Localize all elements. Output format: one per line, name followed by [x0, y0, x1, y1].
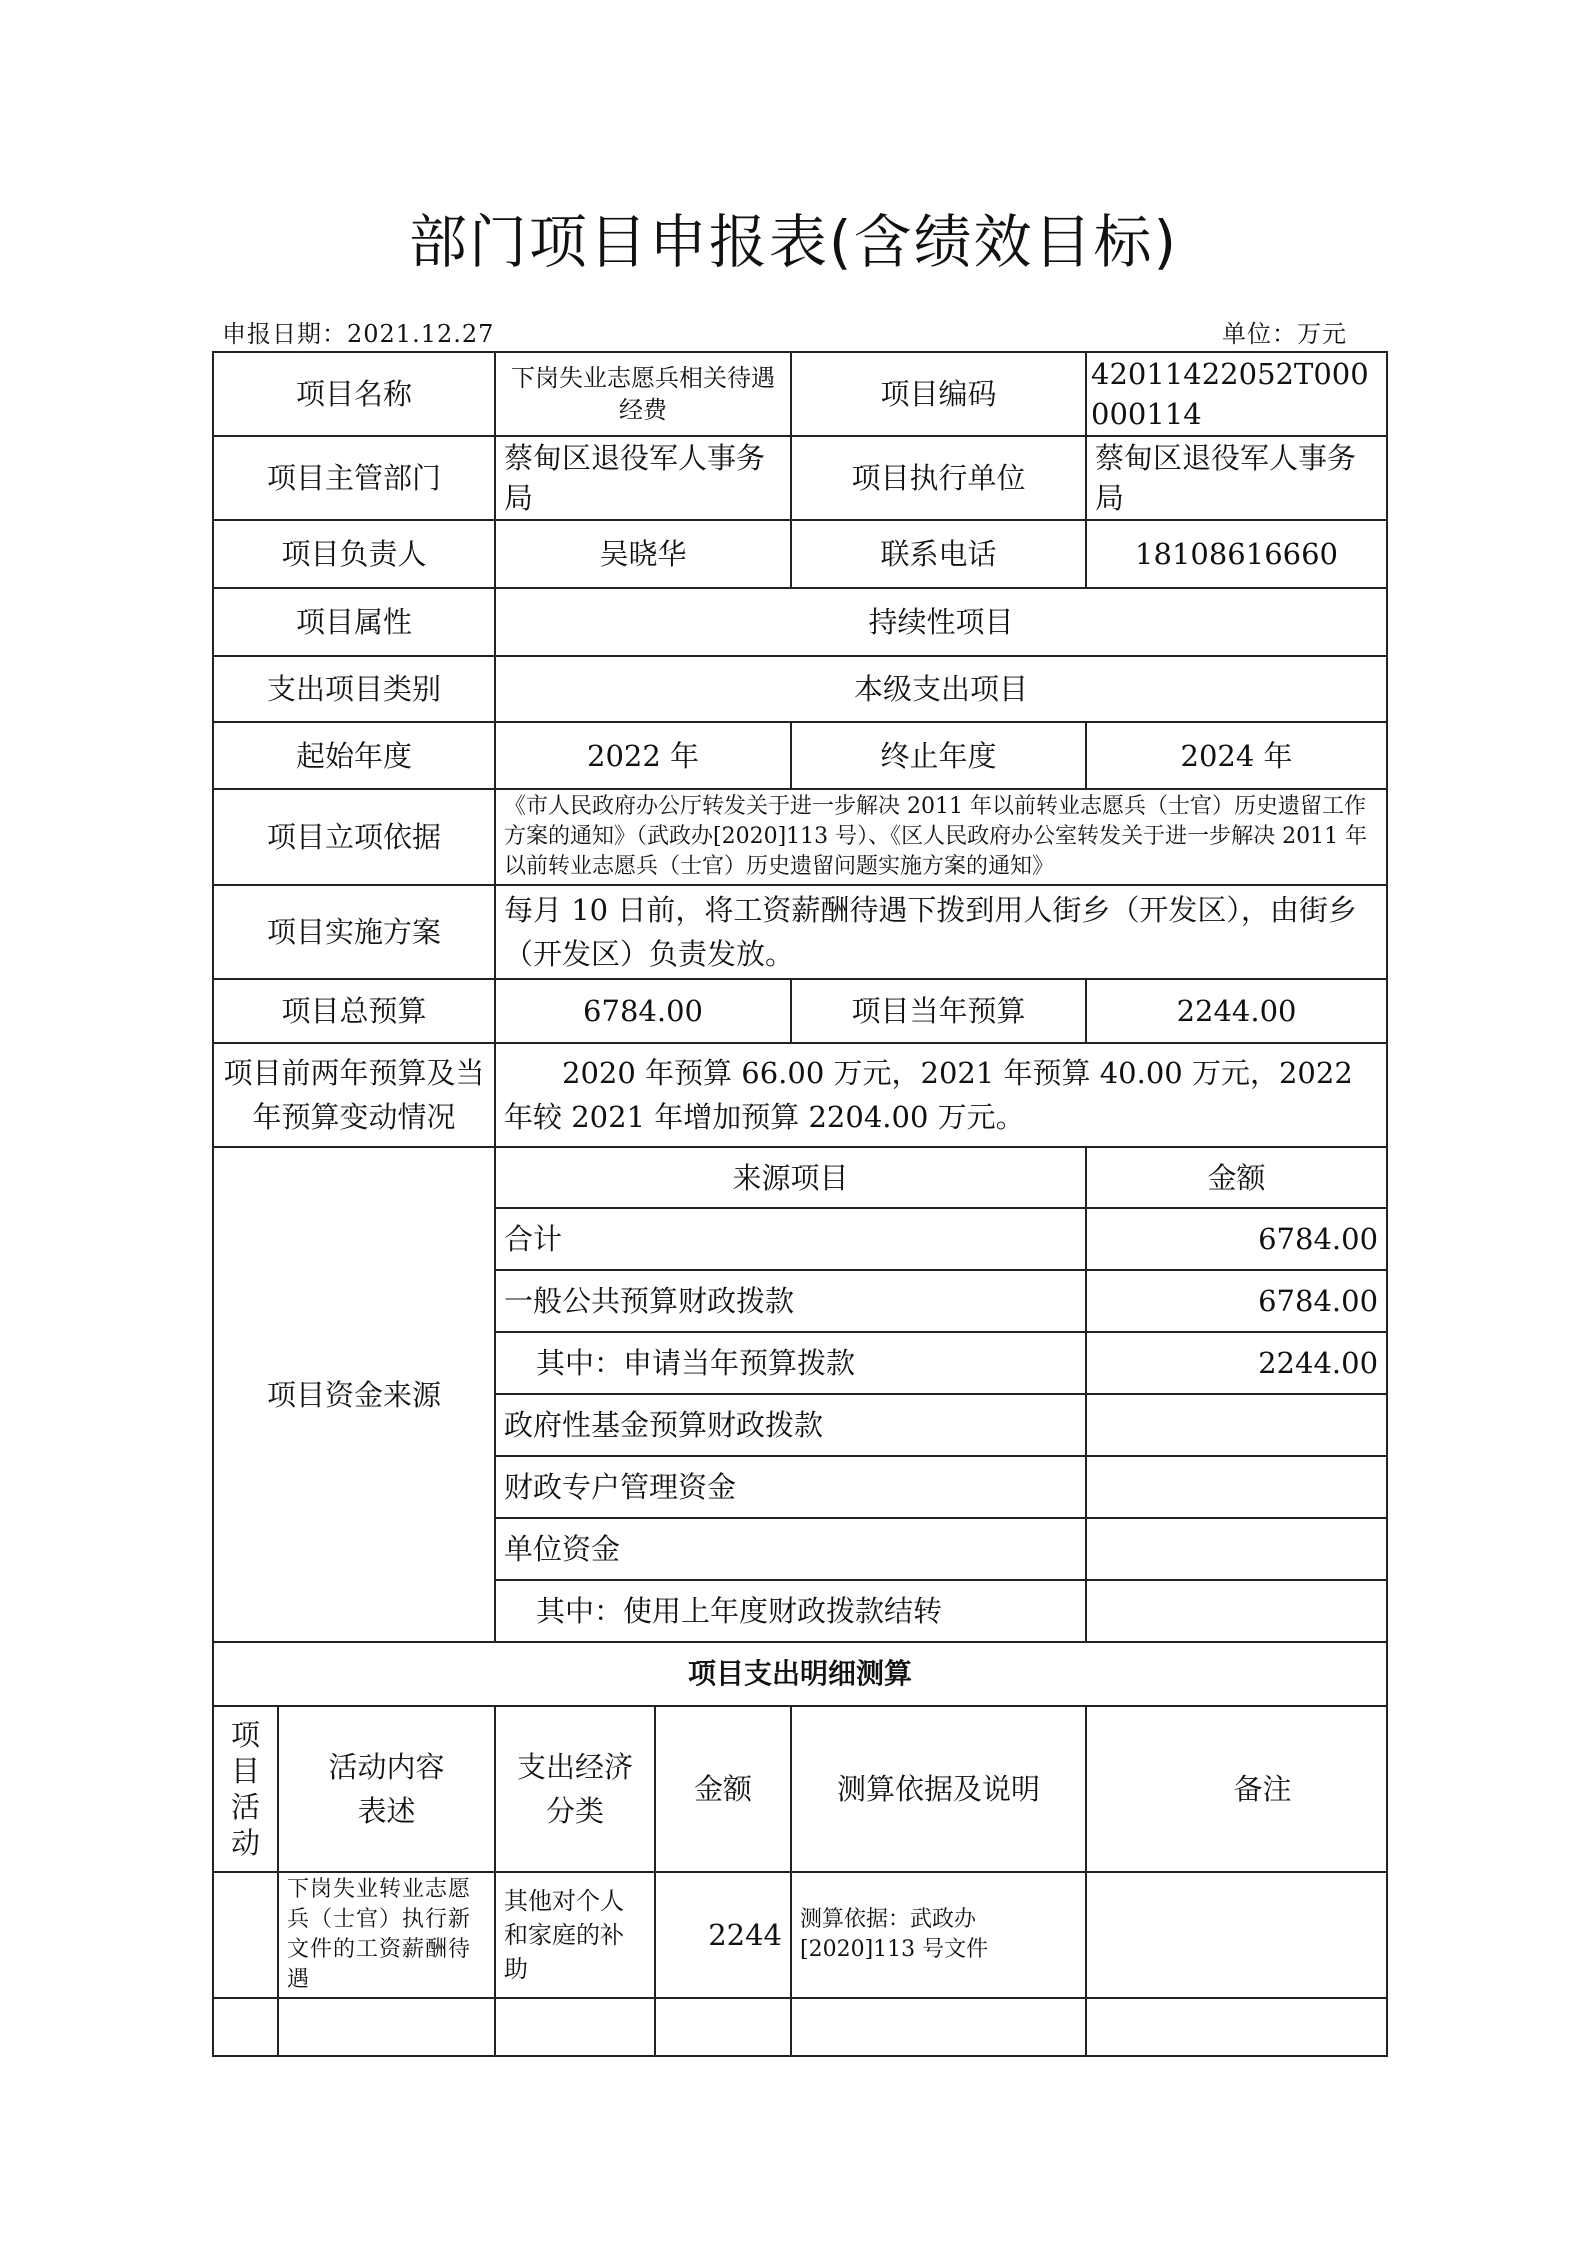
change-label: 项目前两年预算及当年预算变动情况 — [213, 1043, 495, 1147]
plan-label: 项目实施方案 — [213, 885, 495, 979]
project-code-label: 项目编码 — [791, 352, 1086, 436]
dept-label: 项目主管部门 — [213, 436, 495, 520]
basis-value: 《市人民政府办公厅转发关于进一步解决 2011 年以前转业志愿兵（士官）历史遗留工作方案的通知》（武政办[2020]113 号）、《区人民政府办公室转发关于进一步解决 2011 年以前转业志愿兵（士官）历史遗留问题实施方案的通知》 — [495, 789, 1387, 885]
year-budget-label: 项目当年预算 — [791, 979, 1086, 1043]
funding-amount — [1086, 1456, 1387, 1518]
change-value: 2020 年预算 66.00 万元，2021 年预算 40.00 万元，2022 年较 2021 年增加预算 2204.00 万元。 — [495, 1043, 1387, 1147]
detail-basis: 测算依据：武政办[2020]113 号文件 — [791, 1872, 1086, 1998]
funding-item: 政府性基金预算财政拨款 — [495, 1394, 1086, 1456]
detail-head-note: 备注 — [1086, 1706, 1387, 1872]
funding-head-source: 来源项目 — [495, 1147, 1086, 1208]
detail-head-amount: 金额 — [655, 1706, 791, 1872]
funding-amount: 6784.00 — [1086, 1270, 1387, 1332]
empty-cell — [213, 1998, 278, 2056]
funding-item: 单位资金 — [495, 1518, 1086, 1580]
detail-activity — [213, 1872, 278, 1998]
project-name-label: 项目名称 — [213, 352, 495, 436]
end-year-label: 终止年度 — [791, 722, 1086, 789]
leader-value: 吴晓华 — [495, 520, 791, 588]
funding-head-amount: 金额 — [1086, 1147, 1387, 1208]
funding-item: 财政专户管理资金 — [495, 1456, 1086, 1518]
funding-item: 其中：使用上年度财政拨款结转 — [495, 1580, 1086, 1642]
report-date: 申报日期：2021.12.27 — [222, 320, 495, 348]
empty-cell — [791, 1998, 1086, 2056]
attribute-value: 持续性项目 — [495, 588, 1387, 656]
exec-unit-label: 项目执行单位 — [791, 436, 1086, 520]
detail-content: 下岗失业转业志愿兵（士官）执行新文件的工资薪酬待遇 — [278, 1872, 495, 1998]
page-title: 部门项目申报表(含绩效目标) — [408, 208, 1179, 276]
leader-label: 项目负责人 — [213, 520, 495, 588]
unit-label: 单位：万元 — [1222, 320, 1347, 348]
empty-cell — [1086, 1998, 1387, 2056]
attribute-label: 项目属性 — [213, 588, 495, 656]
phone-label: 联系电话 — [791, 520, 1086, 588]
funding-item: 其中：申请当年预算拨款 — [495, 1332, 1086, 1394]
dept-value: 蔡甸区退役军人事务局 — [495, 436, 791, 520]
project-code: 42011422052T000000114 — [1086, 352, 1387, 436]
start-year-label: 起始年度 — [213, 722, 495, 789]
detail-head-activity: 项目活动 — [213, 1706, 278, 1872]
total-budget-value: 6784.00 — [495, 979, 791, 1043]
funding-item: 一般公共预算财政拨款 — [495, 1270, 1086, 1332]
detail-section-title: 项目支出明细测算 — [213, 1642, 1387, 1706]
basis-label: 项目立项依据 — [213, 789, 495, 885]
funding-amount: 6784.00 — [1086, 1208, 1387, 1270]
funding-item: 合计 — [495, 1208, 1086, 1270]
detail-head-content: 活动内容表述 — [278, 1706, 495, 1872]
start-year-value: 2022 年 — [495, 722, 791, 789]
plan-value: 每月 10 日前，将工资薪酬待遇下拨到用人街乡（开发区），由街乡（开发区）负责发放。 — [495, 885, 1387, 979]
project-name: 下岗失业志愿兵相关待遇经费 — [495, 352, 791, 436]
project-form-table — [212, 351, 1388, 2057]
detail-head-basis: 测算依据及说明 — [791, 1706, 1086, 1872]
year-budget-value: 2244.00 — [1086, 979, 1387, 1043]
funding-amount: 2244.00 — [1086, 1332, 1387, 1394]
funding-amount — [1086, 1394, 1387, 1456]
exec-unit-value: 蔡甸区退役军人事务局 — [1086, 436, 1387, 520]
detail-head-econ: 支出经济分类 — [495, 1706, 655, 1872]
detail-econ: 其他对个人和家庭的补助 — [495, 1872, 655, 1998]
funding-amount — [1086, 1518, 1387, 1580]
category-label: 支出项目类别 — [213, 656, 495, 722]
total-budget-label: 项目总预算 — [213, 979, 495, 1043]
detail-amount: 2244 — [655, 1872, 791, 1998]
empty-cell — [495, 1998, 655, 2056]
end-year-value: 2024 年 — [1086, 722, 1387, 789]
category-value: 本级支出项目 — [495, 656, 1387, 722]
phone-value: 18108616660 — [1086, 520, 1387, 588]
empty-cell — [655, 1998, 791, 2056]
empty-cell — [278, 1998, 495, 2056]
funding-amount — [1086, 1580, 1387, 1642]
funding-label: 项目资金来源 — [213, 1147, 495, 1642]
detail-note — [1086, 1872, 1387, 1998]
